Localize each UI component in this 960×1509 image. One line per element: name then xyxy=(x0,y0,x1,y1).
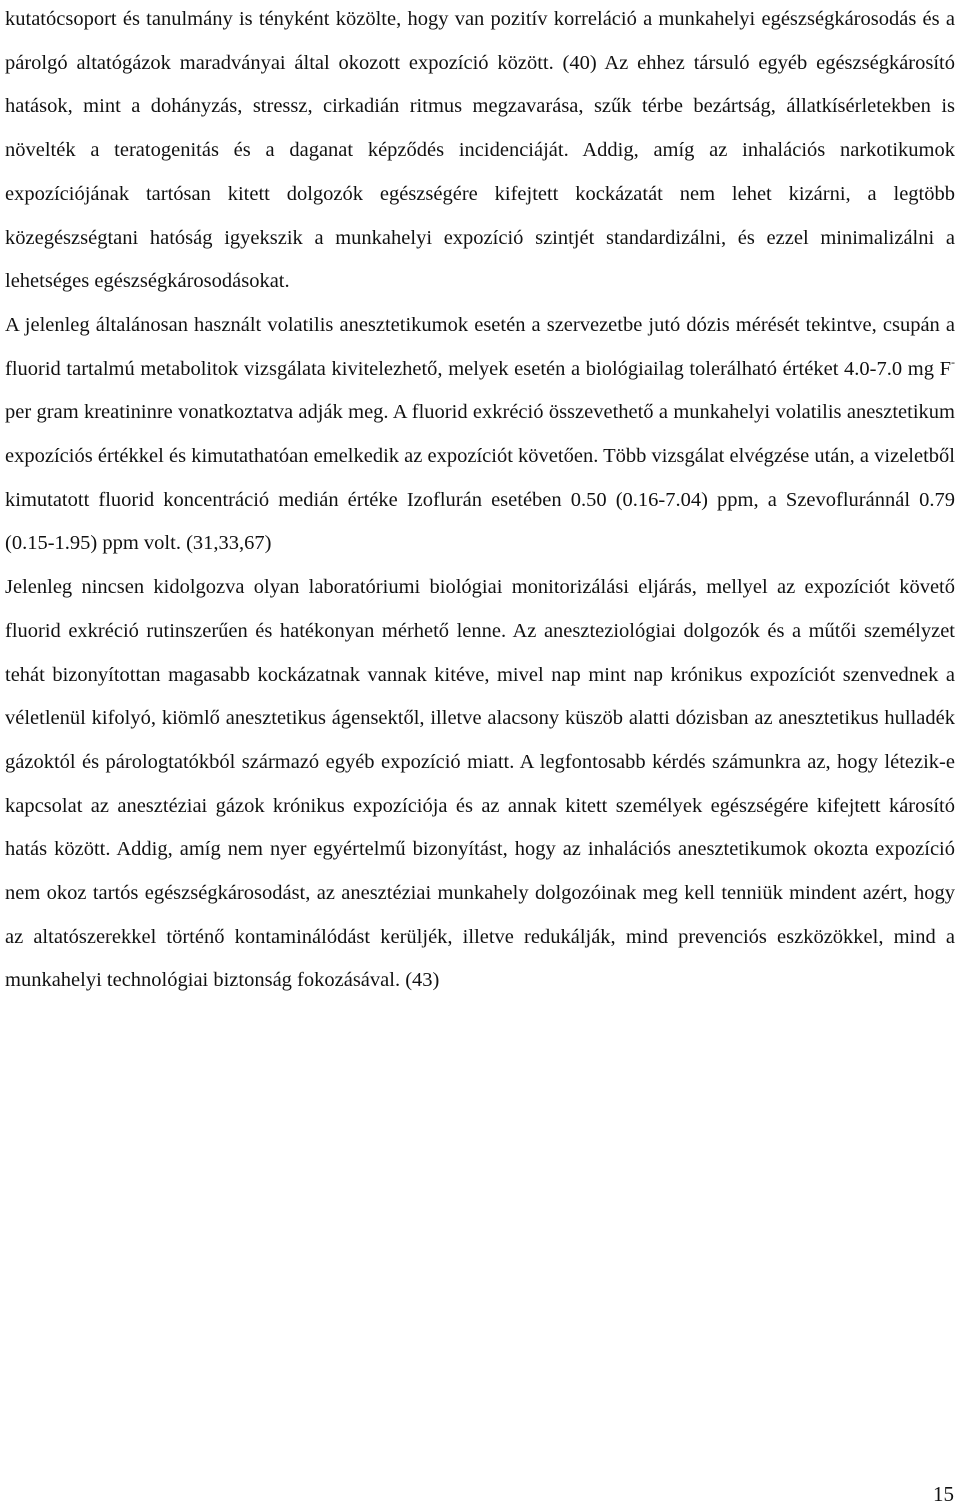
page-number: 15 xyxy=(933,1482,954,1506)
fluoride-charge-superscript: - xyxy=(951,354,955,369)
paragraph-occupational-exposure: kutatócsoport és tanulmány is tényként közölte, hogy van pozitív korreláció a munkahelyi egészségkárosodás és a párolgó altatógázok maradványai által okozott expozíció között. (40) Az ehhez társuló egyéb egészségkárosító hatások, mint a dohányzás, stressz, cirkadián ritmus megzavarása, szűk térbe bezártság, állatkísérletekben is növelték a teratogenitás és a daganat képződés incidenciáját. Addig, amíg az inhalációs narkotikumok expozíciójának tartósan kitett dolgozók egészségére kifejtett kockázatát nem lehet kizárni, a legtöbb közegészségtani hatóság igyekszik a munkahelyi expozíció szintjét standardizálni, és ezzel minimalizálni a lehetséges egészségkárosodásokat. xyxy=(5,8,955,293)
paragraph-fluoride-monitoring xyxy=(5,304,955,566)
paragraph-text-before-superscript: A jelenleg általánosan használt volatilis anesztetikumok esetén a szervezetbe jutó dózis mérését tekintve, csupán a fluorid tartalmú metabolitok vizsgálata kivitelezhető, melyek esetén a biológiailag tolerálható értéket 4.0-7.0 mg F xyxy=(5,313,955,380)
paragraph-text-after-superscript: per gram kreatininre vonatkoztatva adják meg. A fluorid exkréció összevethető a munkahelyi volatilis anesztetikum expozíciós értékkel és kimutathatóan emelkedik az expozíciót követően. Több vizsgálat elvégzése után, a vizeletből kimutatott fluorid koncentráció medián értéke Izoflurán esetében 0.50 (0.16-7.04) ppm, a Szevofluránnál 0.79 (0.15-1.95) ppm volt. (31,33,67) xyxy=(5,401,955,555)
document-page xyxy=(5,0,955,1003)
paragraph-risk-conclusion: Jelenleg nincsen kidolgozva olyan laboratóriumi biológiai monitorizálási eljárás, mellyel az expozíciót követő fluorid exkréció rutinszerűen és hatékonyan mérhető lenne. Az aneszteziológiai dolgozók és a műtői személyzet tehát bizonyítottan magasabb kockázatnak vannak kitéve, mivel nap mint nap krónikus expozíciót szenvednek a véletlenül kifolyó, kiömlő anesztetikus ágensektől, illetve alacsony küszöb alatti dózisban az anesztetikus hulladék gázoktól és párologtatókból származó egyéb expozíció miatt. A legfontosabb kérdés számunkra az, hogy létezik-e kapcsolat az anesztéziai gázok krónikus expozíciója és az annak kitett személyek egészségére kifejtett károsító hatás között. Addig, amíg nem nyer egyértelmű bizonyítást, hogy az inhalációs anesztetikumok okozta expozíció nem okoz tartós egészségkárosodást, az anesztéziai munkahely dolgozóinak meg kell tenniük mindent azért, hogy az altatószerekkel történő kontaminálódást kerüljék, illetve redukálják, mind prevenciós eszközökkel, mind a munkahelyi technológiai biztonság fokozásával. (43) xyxy=(5,576,955,992)
